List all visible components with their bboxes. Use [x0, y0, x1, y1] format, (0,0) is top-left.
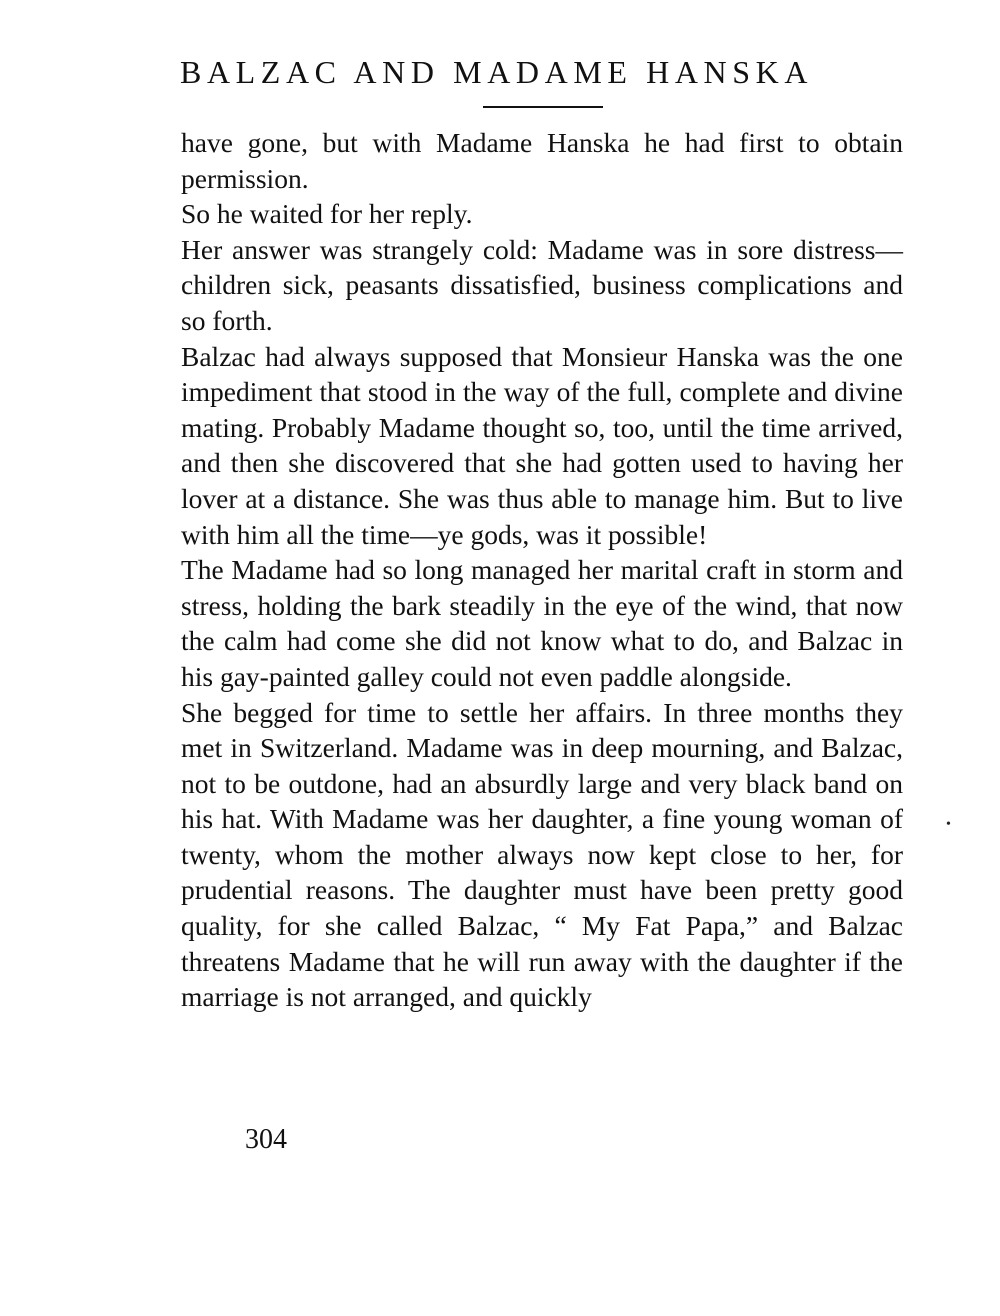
running-head-title: BALZAC AND MADAME HANSKA [180, 54, 814, 90]
title-rule [483, 106, 603, 108]
paragraph: She begged for time to settle her affairs. In three months they met in Switzerland. Madame was in deep mourning, and Balzac, not to be outdone, had an absurdly large and very black band on his hat. With Madame was her daughter, a fine young woman of twenty, whom the mother always now kept close to her, for prudential reasons. The daughter must have been pretty good quality, for she called Balzac, “ My Fat Papa,” and Balzac threatens Madame that he will run away with the daughter if the marriage is not arranged, and quickly [181, 696, 903, 1013]
scan-speck-mark: • [946, 817, 951, 832]
paragraph: Balzac had always supposed that Monsieur Hanska was the one impediment that stood in the way of the full, complete and divine mating. Probably Madame thought so, too, until the time arrived, and then she discovered that she had gotten used to having her lover at a distance. She was thus able to manage him. But to live with him all the time—ye gods, was it possible! [181, 340, 903, 550]
page-body [181, 125, 903, 1015]
paragraph: Her answer was strangely cold: Madame was in sore distress—children sick, peasants dissatisfied, business complications and so forth. [181, 233, 903, 336]
page-number: 304 [245, 1124, 287, 1155]
paragraph: have gone, but with Madame Hanska he had first to obtain permission. [181, 127, 903, 194]
paragraph: So he waited for her reply. [181, 198, 473, 230]
paragraph: The Madame had so long managed her marital craft in storm and stress, holding the bark steadily in the eye of the wind, that now the calm had come she did not know what to do, and Balzac in his gay-painted galley could not even paddle alongside. [181, 554, 903, 692]
